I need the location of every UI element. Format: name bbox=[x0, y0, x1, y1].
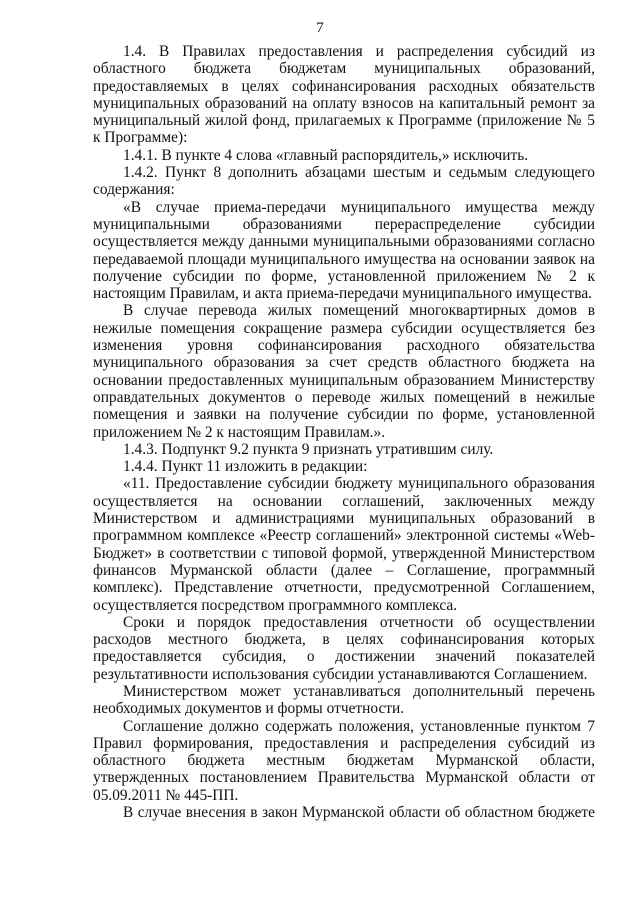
paragraph-quote-clause-11: «11. Предоставление субсидии бюджету муниципального образования осуществляется на основании соглашений, заключенных между Министерством и администрациями муниципальных образований в программном комплексе «Реестр соглашений» электронной системы «Web-Бюджет» в соответствии с типовой формой, утвержденной Министерством финансов Мурманской области (далее – Соглашение, программный комплекс). Представление отчетности, предусмотренной Соглашением, осуществляется посредством программного комплекса. bbox=[93, 475, 595, 614]
paragraph-reporting-terms: Сроки и порядок предоставления отчетности об осуществлении расходов местного бюджета, в целях софинансирования которых предоставляется субсидия, о достижении значений показателей результативности использования субсидии устанавливаются Соглашением. bbox=[93, 613, 595, 683]
paragraph-budget-law-changes: В случае внесения в закон Мурманской области об областном бюджете bbox=[123, 804, 595, 822]
page-number: 7 bbox=[316, 20, 324, 36]
document-body bbox=[93, 43, 595, 821]
paragraph-1-4-4: 1.4.4. Пункт 11 изложить в редакции: bbox=[123, 458, 368, 476]
paragraph-1-4-3: 1.4.3. Подпункт 9.2 пункта 9 признать утратившим силу. bbox=[123, 440, 494, 458]
paragraph-quote-conversion: В случае перевода жилых помещений многоквартирных домов в нежилые помещения сокращение размера субсидии осуществляется без изменения уровня софинансирования расходного обязательства муниципального образования за счет средств областного бюджета на основании предоставленных муниципальным образованием Министерству оправдательных документов о переводе жилых помещений в нежилые помещения и заявки на получение субсидии по форме, установленной приложением № 2 к настоящим Правилам.». bbox=[93, 302, 595, 441]
paragraph-quote-transfer: «В случае приема-передачи муниципального имущества между муниципальными образованиями перераспределение субсидии осуществляется между данными муниципальными образованиями согласно передаваемой площади муниципального имущества на основании заявок на получение субсидии по форме, установленной приложением № 2 к настоящим Правилам, и акта приема-передачи муниципального имущества. bbox=[93, 198, 595, 303]
paragraph-1-4: 1.4. В Правилах предоставления и распределения субсидий из областного бюджета бюджетам муниципальных образований, предоставляемых в целях софинансирования расходных обязательств муниципальных образований на оплату взносов на капитальный ремонт за муниципальный жилой фонд, прилагаемых к Программе (приложение № 5 к Программе): bbox=[93, 43, 595, 147]
paragraph-1-4-2: 1.4.2. Пункт 8 дополнить абзацами шестым и седьмым следующего содержания: bbox=[93, 164, 595, 199]
paragraph-agreement-provisions: Соглашение должно содержать положения, установленные пунктом 7 Правил формирования, предоставления и распределения субсидий из областного бюджета местным бюджетам Мурманской области, утвержденных постановлением Правительства Мурманской области от 05.09.2011 № 445-ПП. bbox=[93, 717, 595, 804]
paragraph-additional-documents: Министерством может устанавливаться дополнительный перечень необходимых документов и формы отчетности. bbox=[93, 682, 595, 718]
paragraph-1-4-1: 1.4.1. В пункте 4 слова «главный распорядитель,» исключить. bbox=[123, 146, 529, 164]
